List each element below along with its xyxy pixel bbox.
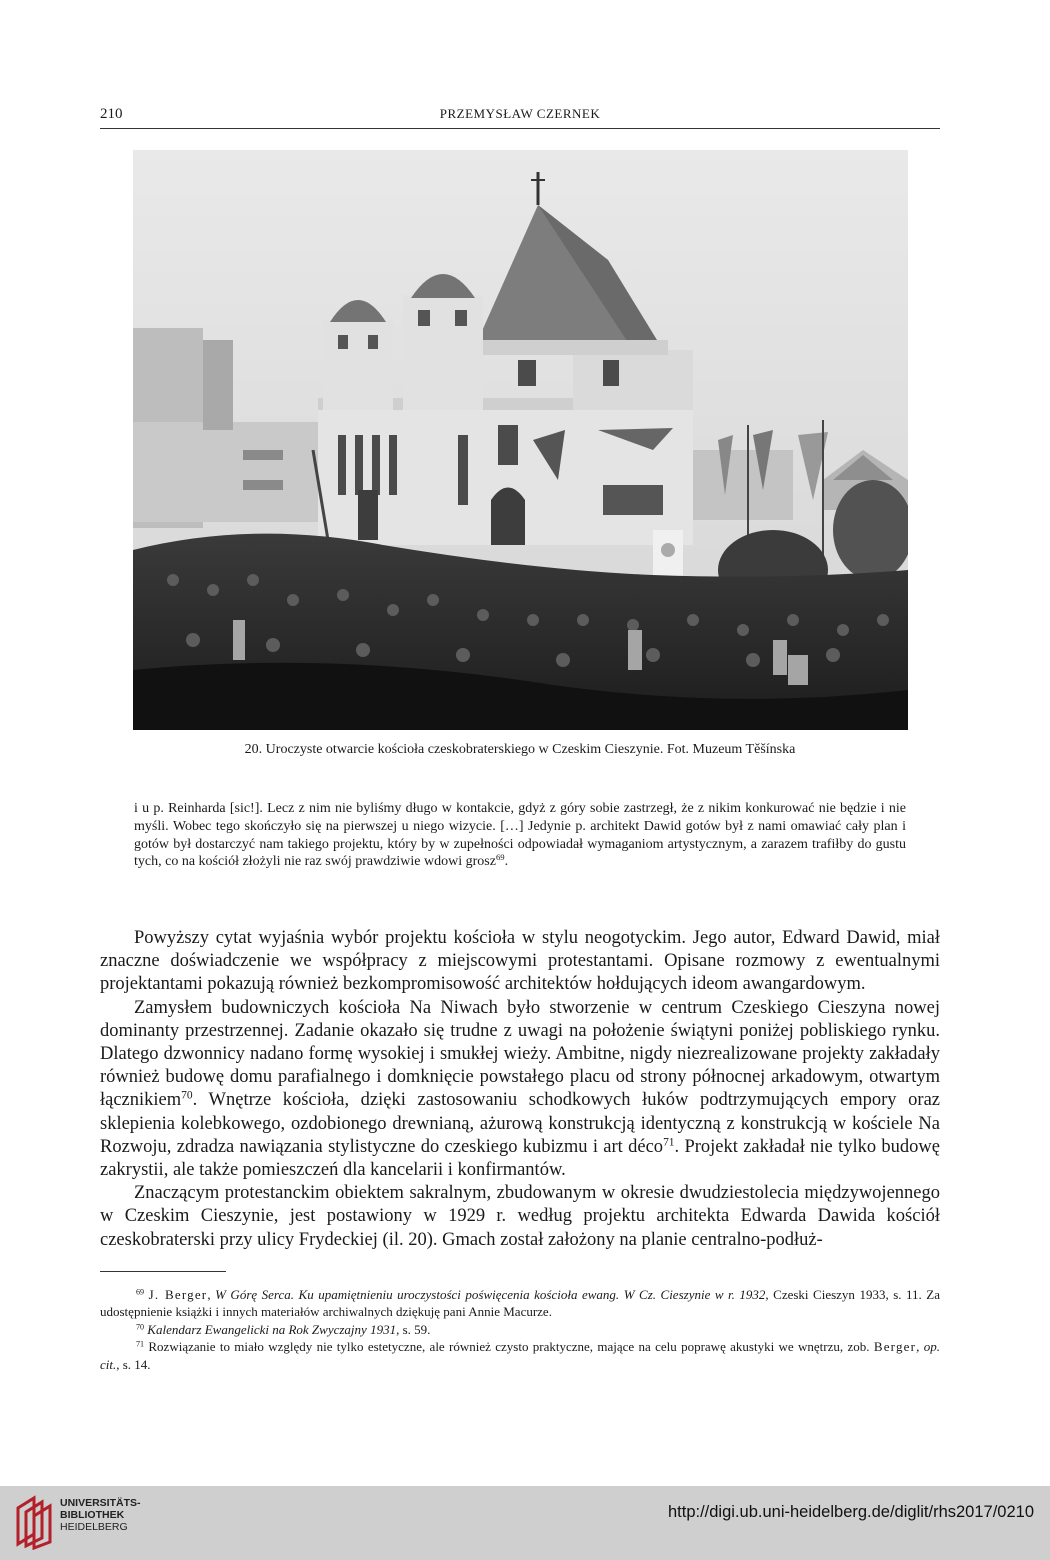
footnote-rest: , s. 14. xyxy=(116,1356,151,1372)
library-logo-icon[interactable] xyxy=(12,1494,54,1550)
footnote-ref-71[interactable]: 71 xyxy=(663,1136,675,1149)
logo-line-2: BIBLIOTHEK xyxy=(60,1509,125,1521)
logo-line-1: UNIVERSITÄTS- xyxy=(60,1497,141,1509)
figure-caption: 20. Uroczyste otwarcie kościoła czeskobraterskiego w Czeskim Cieszynie. Fot. Muzeum Těšínska xyxy=(244,742,796,757)
footnote-ref-70[interactable]: 70 xyxy=(181,1090,193,1103)
footnotes xyxy=(100,1286,940,1373)
footnote-text: Rozwiązanie to miało względy nie tylko estetyczne, ale również czysto praktyczne, mające na celu poprawę akustyki we wnętrzu, zob. xyxy=(148,1339,874,1355)
paragraph-2-part-a: Zamysłem budowniczych kościoła Na Niwach było stworzenie w centrum Czeskiego Cieszyna nowej dominanty przestrzennej. Zadanie okazało się trudne z uwagi na położenie świątyni poniżej pobliskiego rynku. Dlatego dzwonnicy nadano formę wysokiej i smukłej wieży. Ambitne, nigdy niezrealizowane projekty zakładały również budowę domu parafialnego i domknięcie powstałego placu od strony północnej arkadowym, otwartym łącznikiem xyxy=(100,997,940,1111)
block-quote xyxy=(134,800,906,871)
footer-bar xyxy=(0,1486,1050,1560)
footnote-69: $^{69}$ J. Berger, W Górę Serca. Ku upamiętnieniu uroczystości poświęcenia kościoła ewang. W Cz. Cieszynie w r. 1932, Czeski Cieszyn 1933, s. 11. Za udostępnienie książki i innych materiałów archiwalnych dziękuję pani Annie Macurze. xyxy=(100,1287,941,1320)
body-text xyxy=(100,927,940,1252)
footnote-rest: , s. 59. xyxy=(396,1321,431,1337)
page-number: 210 xyxy=(100,106,123,122)
church-photograph xyxy=(133,150,908,730)
footnote-author: Berger xyxy=(873,1339,917,1355)
footnote-rest: , Czeski Cieszyn 1933, s. 11. Za udostępnienie książki i innych materiałów archiwalnych dziękuję pani Annie Macurze. xyxy=(100,1287,941,1320)
running-head: PRZEMYSŁAW CZERNEK xyxy=(439,106,601,121)
quote-paragraph xyxy=(134,800,906,871)
paragraph-2 xyxy=(100,997,940,1183)
footnote-71 xyxy=(100,1338,940,1373)
quote-end: . xyxy=(504,854,509,870)
page-header xyxy=(100,100,940,129)
footnote-ref-69[interactable]: 69 xyxy=(495,852,505,863)
paragraph-1: Powyższy cytat wyjaśnia wybór projektu kościoła w stylu neogotyckim. Jego autor, Edward Dawid, miał znaczne doświadczenie we współpracy z miejscowymi protestantami. Opisane rozmowy z ewentualnymi projektantami pokazują również bezkompromisowość architektów hołdujących ideom awangardowym. xyxy=(100,928,940,995)
paragraph-2-part-c: . Projekt zakładał nie tylko budowę zakrystii, ale także pomieszczeń dla kancelarii i konfirmantów. xyxy=(100,1136,940,1181)
permalink-url[interactable]: http://digi.ub.uni-heidelberg.de/diglit/rhs2017/0210 xyxy=(667,1503,1034,1521)
footnote-number: 70 xyxy=(136,1322,145,1332)
footnote-separator: , xyxy=(916,1339,924,1355)
paragraph-2-part-b: . Wnętrze kościoła, dzięki zastosowaniu schodkowych łuków podtrzymujących empory oraz sklepienia kolebkowego, ozdobionego drewnianą, ażurową konstrukcją identyczną z konstrukcją w kościele Na Rozwoju, zdradza nawiązania stylistyczne do czeskiego kubizmu i art déco xyxy=(100,1090,940,1157)
footnote-author: J. Berger xyxy=(148,1287,208,1302)
footnote-70 xyxy=(100,1321,940,1338)
logo-line-3: HEIDELBERG xyxy=(60,1521,128,1533)
footnote-divider xyxy=(100,1271,226,1272)
footnote-title: Kalendarz Ewangelicki na Rok Zwyczajny 1931 xyxy=(147,1321,397,1337)
footnote-cit: op. cit. xyxy=(100,1339,940,1372)
quote-text: i u p. Reinharda [sic!]. Lecz z nim nie byliśmy długo w kontakcie, gdyż z góry sobie zastrzegł, że z nikim konkurować nie będzie i nie myśli. Wobec tego skończyło się na pierwszej u niego wizycie. […] Jedynie p. architekt Dawid gotów był z nami omawiać cały plan i gotów był dostarczyć nam takiego projektu, który by w zupełności odpowiadał wymaganiom artystycznym, a zarazem trafiłby do gustu tych, co na kościół złożyli nie raz swój prawdziwie wdowi grosz xyxy=(134,801,906,870)
footnote-number: 71 xyxy=(136,1339,145,1349)
paragraph-3: Znaczącym protestanckim obiektem sakralnym, zbudowanym w okresie dwudziestolecia międzywojennego w Czeskim Cieszynie, jest postawiony w 1929 r. według projektu architekta Edwarda Dawida kościół czeskobraterski przy ulicy Frydeckiej (il. 20). Gmach został założony na planie centralno-podłuż- xyxy=(100,1183,940,1250)
library-logo-text[interactable] xyxy=(60,1497,141,1533)
footnote-title: W Górę Serca. Ku upamiętnieniu uroczystości poświęcenia kościoła ewang. W Cz. Cieszynie w r. 1932 xyxy=(215,1287,766,1302)
footnote-number: 69 xyxy=(136,1287,145,1297)
